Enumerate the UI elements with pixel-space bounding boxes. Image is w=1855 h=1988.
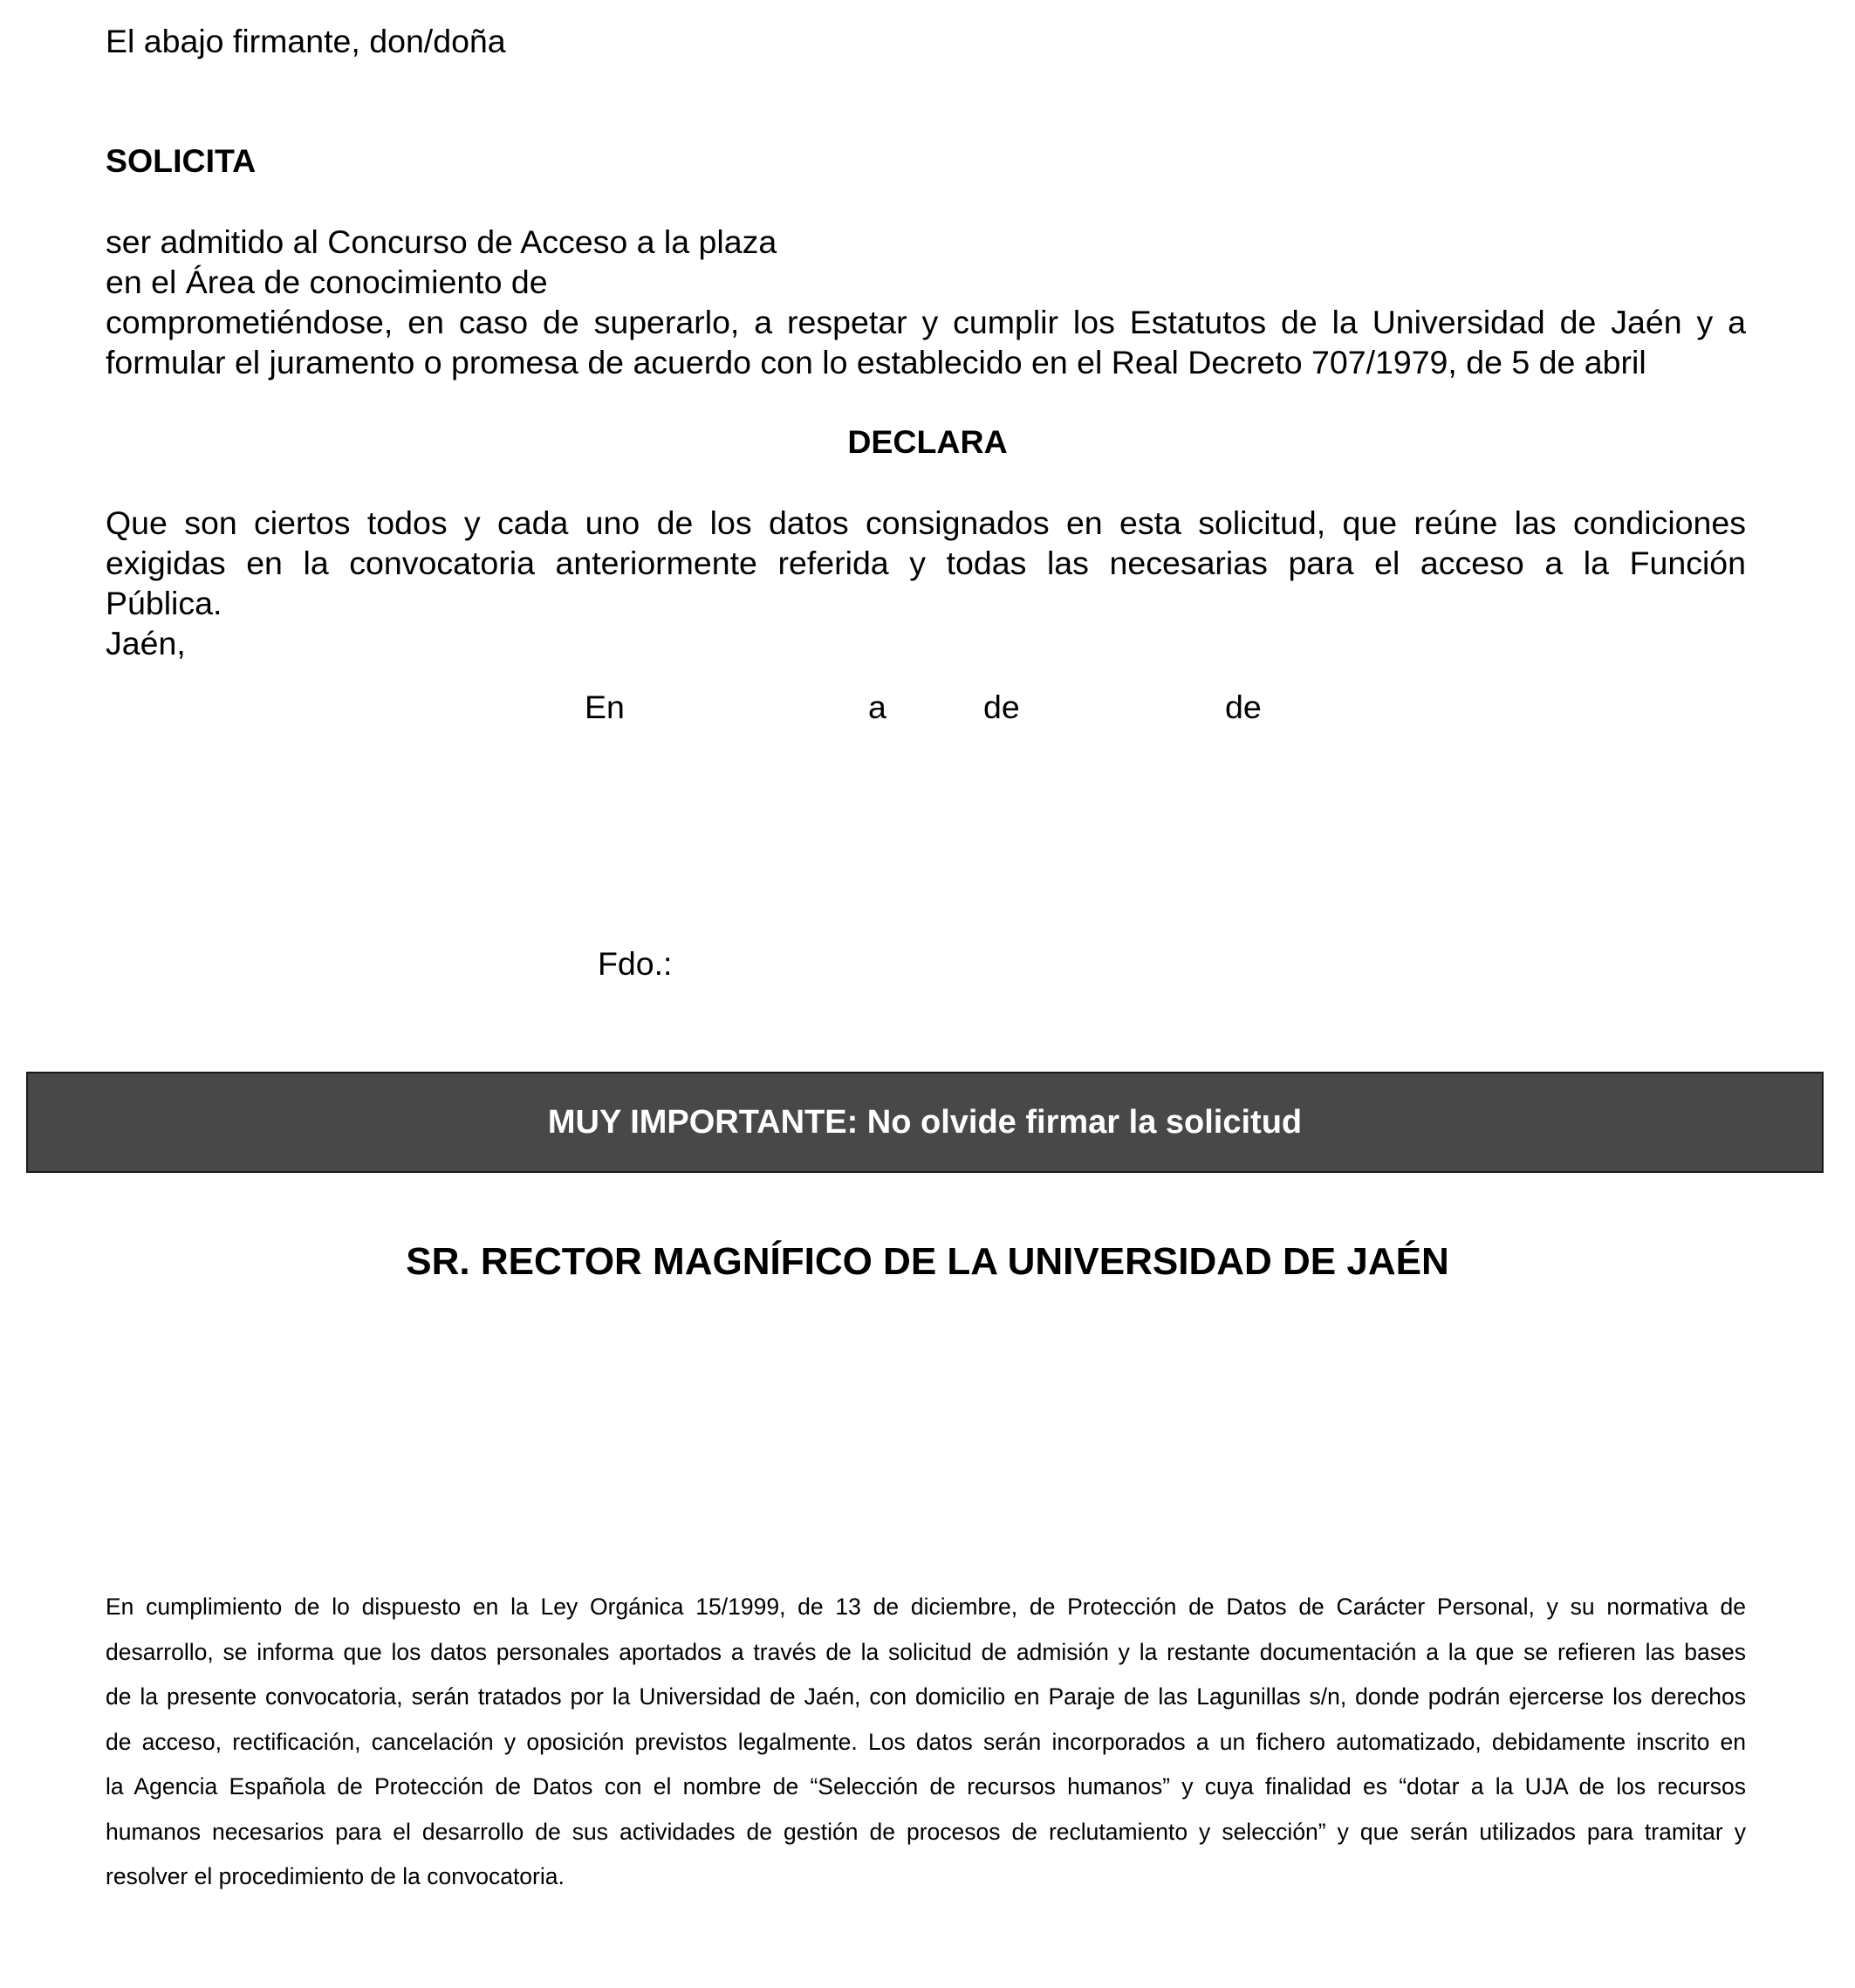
privacy-notice: [106, 1585, 1746, 1900]
privacy-line: resolver el procedimiento de la convocatoria.: [106, 1863, 565, 1889]
privacy-line: de acceso, rectificación, cancelación y oposición previstos legalmente. Los datos serán incorporados a un fichero automatizado, debidamente inscrito en: [106, 1728, 1746, 1755]
privacy-line: humanos necesarios para el desarrollo de sus actividades de gestión de procesos de reclutamiento y selección” y que serán utilizados para tramitar y: [106, 1818, 1746, 1845]
date-a-label: a: [868, 689, 886, 725]
solicita-text: [106, 222, 1746, 382]
signature-label: Fdo.:: [598, 945, 673, 982]
date-de-year-label: de: [1225, 689, 1262, 725]
solicita-heading: SOLICITA: [106, 142, 257, 179]
privacy-line: la Agencia Española de Protección de Datos con el nombre de “Selección de recursos humanos” y cuya finalidad es “dotar a la UJA de los recursos: [106, 1773, 1746, 1799]
solicita-line-juramento: formular el juramento o promesa de acuerdo con lo establecido en el Real Decreto 707/1979, de 5 de abril: [106, 344, 1646, 380]
solicita-line-plaza: ser admitido al Concurso de Acceso a la plaza: [106, 223, 777, 260]
important-banner-text: MUY IMPORTANTE: No olvide firmar la solicitud: [547, 1103, 1303, 1141]
declara-line-3: Pública.: [106, 585, 222, 621]
solicita-line-area: en el Área de conocimiento de: [106, 264, 548, 300]
addressee-heading: SR. RECTOR MAGNÍFICO DE LA UNIVERSIDAD DE JAÉN: [406, 1240, 1449, 1283]
privacy-line: En cumplimiento de lo dispuesto en la Ley Orgánica 15/1999, de 13 de diciembre, de Protección de Datos de Carácter Personal, y su normativa de: [106, 1594, 1746, 1620]
date-de-month-label: de: [983, 689, 1020, 725]
important-banner: [26, 1072, 1824, 1173]
declara-line-2: exigidas en la convocatoria anteriormente referida y todas las necesarias para el acceso a la Función: [106, 545, 1746, 581]
privacy-line: desarrollo, se informa que los datos personales aportados a través de la solicitud de admisión y la restante documentación a la que se refieren las bases: [106, 1638, 1746, 1665]
declara-heading: DECLARA: [847, 423, 1008, 460]
declara-line-1: Que son ciertos todos y cada uno de los datos consignados en esta solicitud, que reúne las condiciones: [106, 504, 1746, 541]
declara-text: [106, 503, 1746, 663]
date-en-label: En: [585, 689, 625, 725]
solicita-line-estatutos: comprometiéndose, en caso de superarlo, a respetar y cumplir los Estatutos de la Universidad de Jaén y a: [106, 304, 1746, 340]
firmante-line: El abajo firmante, don/doña: [106, 23, 506, 59]
declara-city: Jaén,: [106, 625, 186, 662]
privacy-line: de la presente convocatoria, serán tratados por la Universidad de Jaén, con domicilio en Paraje de las Lagunillas s/n, donde podrán ejercerse los derechos: [106, 1683, 1746, 1710]
